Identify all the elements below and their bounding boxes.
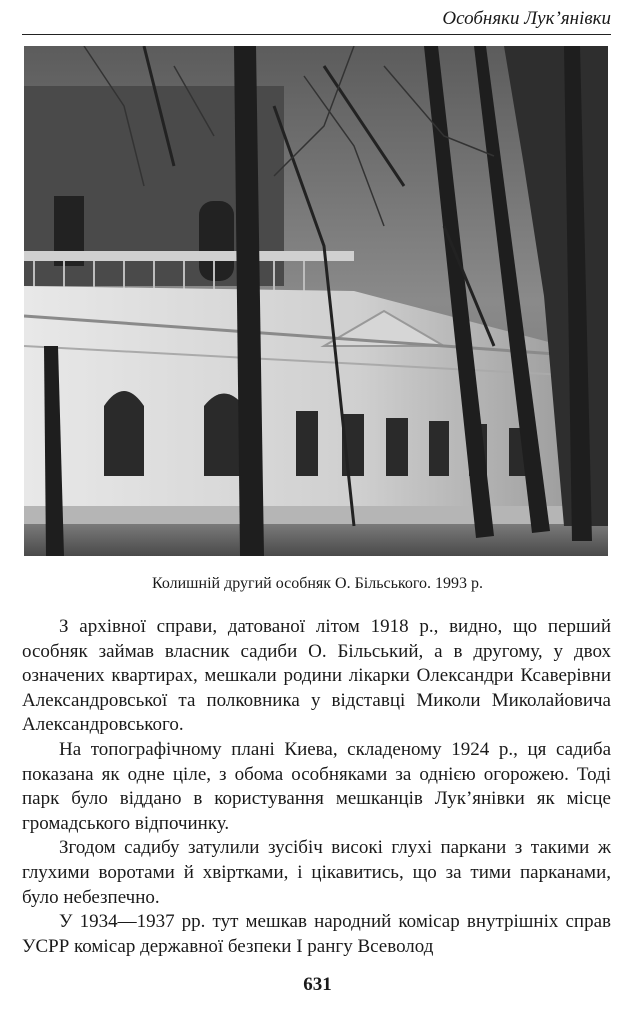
paragraph: Згодом садибу затулили зусібіч високі глухі паркани з такими ж глухими воротами й хвіртками, і цікавитись, що за тими парканами, було небезпечно. [22, 837, 611, 908]
paragraph: На топографічному плані Киева, складеному 1924 р., ця садиба показана як одне ціле, з обома особняками за однією огорожею. Тоді парк було віддано в користування мешканців Лук’янівки як місце громадського відпочинку. [22, 738, 611, 834]
body-text [22, 615, 611, 959]
paragraph: З архівної справи, датованої літом 1918 р., видно, що перший особняк займав власник садиби О. Більський, а в другому, у двох означених квартирах, мешкали родини лікарки Олександри Ксаверівни Александровської та полковника у відставці Миколи Миколайовича Александровського. [22, 616, 611, 736]
running-title: Особняки Лук’янівки [442, 8, 611, 29]
page-number: 631 [303, 974, 332, 995]
paragraph: У 1934—1937 рр. тут мешкав народний комісар внутрішніх справ УСРР комісар державної безпеки І рангу Всеволод [22, 911, 611, 957]
running-head [22, 6, 611, 35]
photo-caption: Колишній другий особняк О. Більського. 1993 р. [151, 575, 484, 592]
mansion-photo [24, 46, 608, 556]
